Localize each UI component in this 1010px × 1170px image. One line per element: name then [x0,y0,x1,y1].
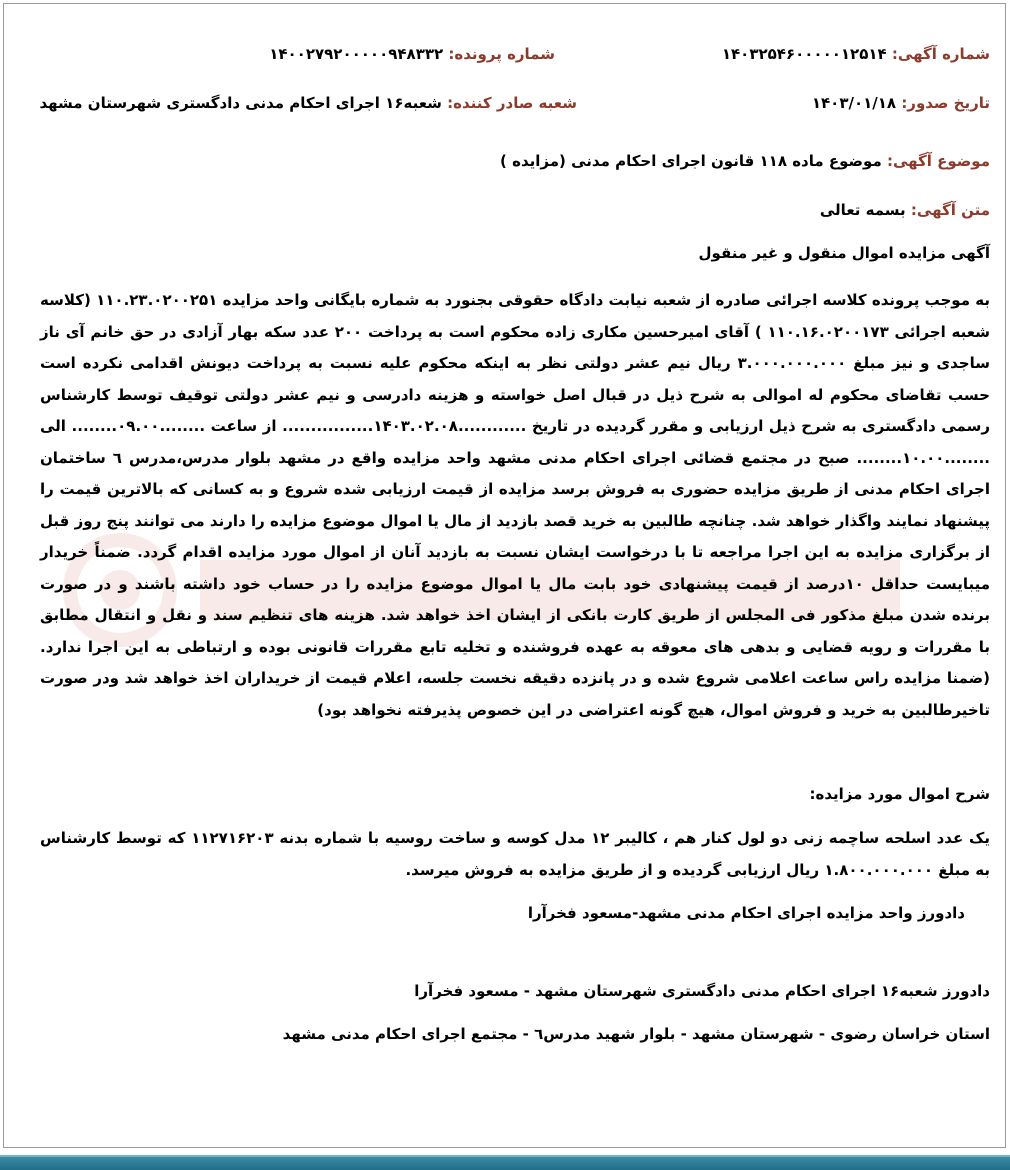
issuing-branch-label: شعبه صادر کننده: [447,94,577,112]
property-heading: شرح اموال مورد مزایده: [809,785,990,803]
issuing-branch: شعبه۱۶ اجرای احکام مدنی دادگستری شهرستان مشهد [39,94,442,112]
case-number: ۱۴۰۰۲۷۹۲۰۰۰۰۰۹۴۸۳۳۲ [269,45,444,63]
notice-text-row [820,201,990,219]
notice-paragraph: به موجب پرونده کلاسه اجرائی صادره از شعبه نیابت دادگاه حقوقی بجنورد به شماره بایگانی واحد مزایده ۱۱۰.۲۳.۰۲۰۰۲۵۱ (کلاسه شعبه اجرائی ۱۱۰.۱۶.۰۲۰۰۱۷۳ ) آقای امیرحسین مکاری زاده محکوم است به پرداخت ۲۰۰ عدد سکه بهار آزادی در حق خانم آی ناز ساجدی و نیز مبلغ ۳.۰۰۰.۰۰۰.۰۰۰ ریال نیم عشر دولتی نظر به اینکه محکوم علیه نسبت به پرداخت دیونش اقدامی نکرده است حسب تقاضای محکوم له اموالی به شرح ذیل در قبال اصل خواسته و هزینه دادرسی و نیم عشر دولتی توقیف توسط کارشناس رسمی دادگستری به شرح ذیل ارزیابی و مقرر گردیده در تاریخ ............۱۴۰۳.۰۲.۰۸................ از ساعت ........۰۹.۰۰........ الی ........۱۰.۰۰........ صبح در مجتمع قضائی اجرای احکام مدنی مشهد واحد مزایده واقع در مشهد بلوار مدرس،مدرس ٦ ساختمان اجرای احکام مدنی از طریق مزایده حضوری به فروش برسد مزایده از قیمت ارزیابی شده شروع و به کسانی که بالاترین قیمت را پیشنهاد نمایند واگذار خواهد شد. چنانچه طالبین به خرید قصد بازدید از مال یا اموال موضوع مزایده را دارند می توانند پنج روز قبل از برگزاری مزایده به این اجرا مراجعه تا با درخواست ایشان نسبت به بازدید آنان از اموال مورد مزایده اقدام گردد. ضمناً خریدار میبایست حداقل ۱۰درصد از قیمت پیشنهادی خود بابت مال یا اموال موضوع مزایده را در حساب خود داشته باشند و در صورت برنده شدن مبلغ مذکور فی المجلس از طریق کارت بانکی از ایشان اخذ خواهد شد. هزینه های تنظیم سند و نقل و انتقال مطابق با مقررات و رویه قضایی و بدهی های معوقه به عهده فروشنده و تخلیه تابع مقررات قانونی بوده و ارتباطی به این اجرا ندارد. (ضمنا مزایده راس ساعت اعلامی شروع شده و در پانزده دقیقه نخست جلسه، اعلام قیمت از خریداران اخذ خواهد شد ودر صورت تاخیرطالبین به خرید و فروش اموال، هیچ گونه اعتراضی در این خصوص پذیرفته نخواهد بود) [40,291,991,719]
property-description: یک عدد اسلحه ساچمه زنی دو لول کنار هم ، کالیبر ۱۲ مدل کوسه و ساخت روسیه با شماره بدنه ۱۱۲۷۱۶۲۰۳ که توسط کارشناس به مبلغ ۱.۸۰۰.۰۰۰.۰۰۰ ریال ارزیابی گردیده و از طریق مزایده به فروش میرسد. [40,829,990,879]
signature-branch: دادورز شعبه۱۶ اجرای احکام مدنی دادگستری شهرستان مشهد - مسعود فخرآرا [414,982,990,1000]
subject-row [500,152,990,170]
bottom-bar [0,1157,1010,1170]
issue-date-label: تاریخ صدور: [901,94,990,112]
issuing-branch-row [39,94,577,112]
notice-text-intro: بسمه تعالی [819,201,906,219]
issue-date: ۱۴۰۳/۰۱/۱۸ [811,94,897,112]
subject: موضوع ماده ۱۱۸ قانون اجرای احکام مدنی (مزایده ) [500,152,882,170]
notice-text-label: متن آگهی: [910,201,990,219]
notice-number-label: شماره آگهی: [891,45,990,63]
case-number-row [269,45,555,63]
notice-number-row [722,45,990,63]
notice-title: آگهی مزایده اموال منقول و غیر منقول [698,244,990,262]
subject-label: موضوع آگهی: [886,152,990,170]
issue-date-row [812,94,990,112]
notice-number: ۱۴۰۳۲۵۴۶۰۰۰۰۰۱۲۵۱۴ [721,45,887,63]
signature-unit: دادورز واحد مزایده اجرای احکام مدنی مشهد-مسعود فخرآرا [527,904,965,922]
case-number-label: شماره پرونده: [448,45,555,63]
address: استان خراسان رضوی - شهرستان مشهد - بلوار شهید مدرس٦ - مجتمع اجرای احکام مدنی مشهد [282,1025,990,1043]
